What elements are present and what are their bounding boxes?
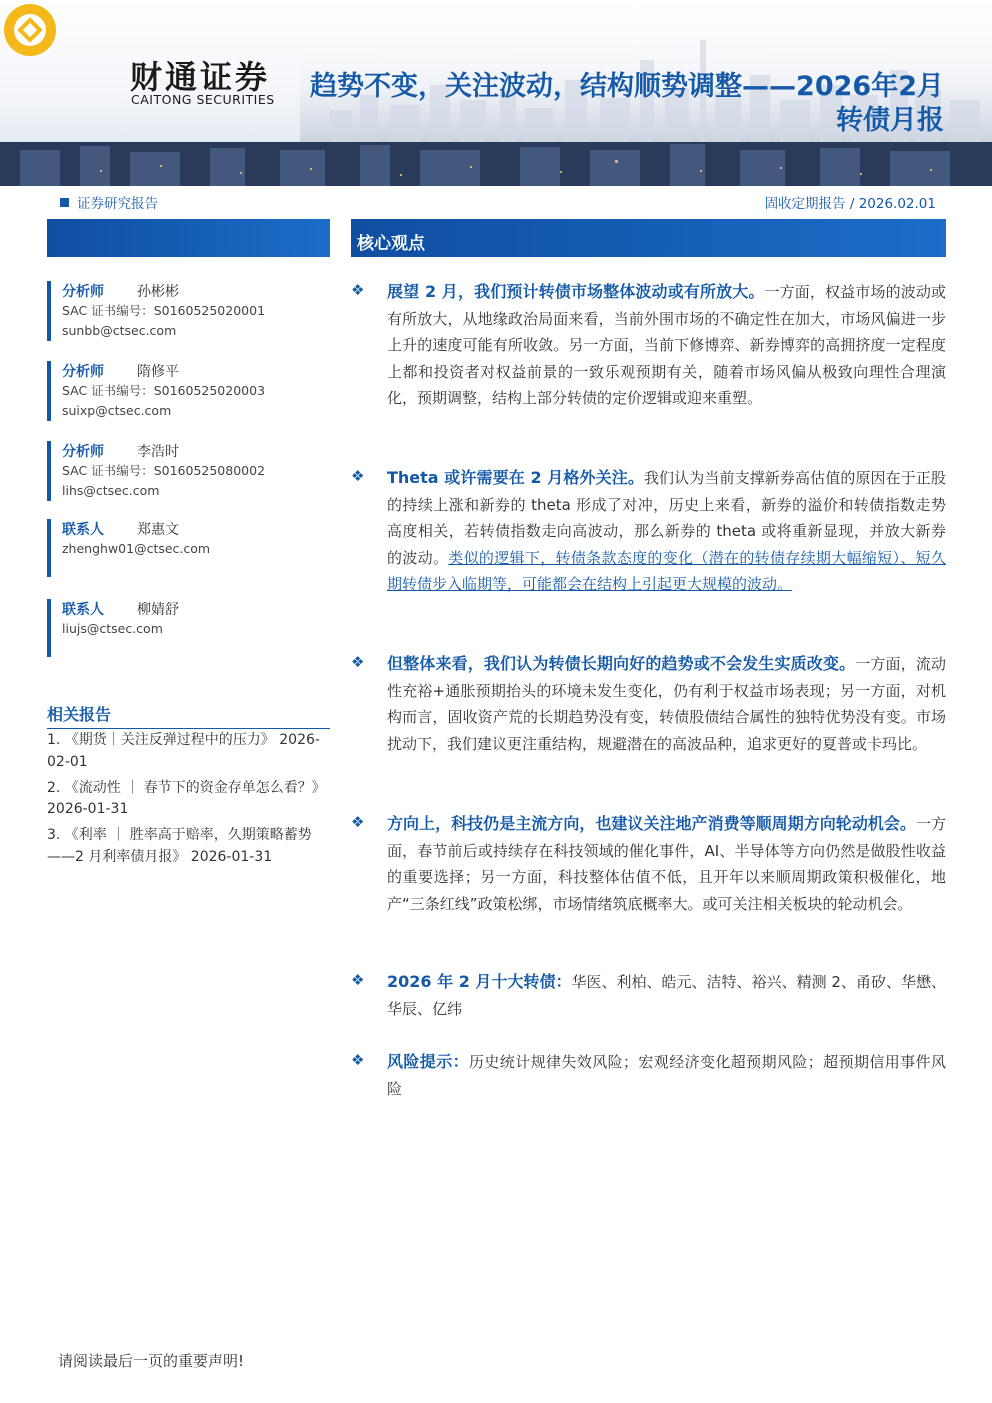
core-view-body: 历史统计规律失效风险；宏观经济变化超预期风险；超预期信用事件风险 (387, 1053, 946, 1098)
analyst-name: 李浩时 (137, 444, 179, 460)
report-type-date: 固收定期报告 / 2026.02.01 (764, 196, 936, 212)
analyst-email[interactable]: sunbb@ctsec.com (62, 323, 177, 338)
brand-name-en: CAITONG SECURITIES (131, 92, 275, 107)
core-view-body: 一方面，流动性充裕+通胀预期抬头的环境未发生变化，仍有利于权益市场表现；另一方面，对机构而言，固收资产荒的长期趋势没有变，转债股债结合属性的独特优势没有变。市场扰动下，我们建议更注重结构，规避潜在的高波品种，追求更好的夏普或卡玛比。 (387, 655, 946, 753)
core-view-lead: 但整体来看，我们认为转债长期向好的趋势或不会发生实质改变。 (387, 654, 856, 673)
disclaimer-footer: 请阅读最后一页的重要声明! (58, 1352, 245, 1370)
core-view-item (351, 651, 946, 757)
core-view-item (351, 969, 946, 1022)
brand-name-cn: 财通证券 (130, 58, 271, 96)
header-banner (0, 0, 992, 186)
report-category (60, 192, 158, 212)
contact-name: 郑惠文 (137, 522, 179, 538)
related-reports-heading: 相关报告 (47, 702, 330, 729)
caitong-logo-icon (0, 0, 60, 60)
analyst-cert: SAC 证书编号：S0160525080002 (62, 463, 266, 478)
contact-name: 柳婧舒 (137, 602, 179, 618)
analyst-role: 分析师 (62, 364, 104, 380)
related-report-item[interactable]: 3. 《利率 ｜ 胜率高于赔率，久期策略蓄势——2 月利率债月报》 2026-01-31 (47, 827, 312, 865)
core-view-item (351, 465, 946, 598)
square-icon (60, 198, 69, 207)
core-view-body: 华医、利柏、皓元、洁特、裕兴、精测 2、甬矽、华懋、华辰、亿纬 (387, 973, 946, 1018)
report-category-label: 证券研究报告 (77, 196, 158, 212)
contact-role: 联系人 (62, 522, 104, 538)
diamond-bullet-icon: ❖ (351, 467, 365, 485)
core-view-item (351, 279, 946, 412)
analyst-role: 分析师 (62, 284, 104, 300)
diamond-bullet-icon: ❖ (351, 653, 365, 671)
core-view-item (351, 811, 946, 917)
analyst-cert: SAC 证书编号：S0160525020001 (62, 303, 266, 318)
related-report-item[interactable]: 1. 《期货｜关注反弹过程中的压力》 2026-02-01 (47, 732, 320, 770)
core-view-lead: Theta 或许需要在 2 月格外关注。 (387, 468, 644, 487)
analyst-card (47, 361, 342, 421)
analyst-role: 分析师 (62, 444, 104, 460)
core-view-item (351, 1049, 946, 1102)
contact-role: 联系人 (62, 602, 104, 618)
left-section-bar (47, 219, 330, 257)
core-view-lead: 2026 年 2 月十大转债： (387, 972, 572, 991)
diamond-bullet-icon: ❖ (351, 813, 365, 831)
analyst-name: 隋修平 (137, 364, 179, 380)
contact-email[interactable]: zhenghw01@ctsec.com (62, 541, 211, 556)
analyst-cert: SAC 证书编号：S0160525020003 (62, 383, 266, 398)
contact-card (47, 599, 342, 657)
core-view-body: 一方面，春节前后或持续存在科技领域的催化事件，AI、半导体等方向仍然是做股性收益的重要选择；另一方面，科技整体估值不低，且开年以来顺周期政策积极催化，地产“三条红线”政策松绑，市场情绪筑底概率大。或可关注相关板块的轮动机会。 (387, 815, 946, 913)
core-view-underlined: 类似的逻辑下，转债条款态度的变化（潜在的转债存续期大幅缩短）、短久期转债步入临期等，可能都会在结构上引起更大规模的波动。 (387, 548, 946, 593)
core-view-lead: 风险提示： (387, 1052, 469, 1071)
diamond-bullet-icon: ❖ (351, 1051, 365, 1069)
related-report-item[interactable]: 2. 《流动性 ｜ 春节下的资金存单怎么看？》 2026-01-31 (47, 779, 326, 817)
section-heading: 核心观点 (357, 234, 425, 254)
core-view-lead: 方向上，科技仍是主流方向，也建议关注地产消费等顺周期方向轮动机会。 (387, 814, 916, 833)
analyst-email[interactable]: suixp@ctsec.com (62, 403, 172, 418)
related-reports-list (47, 730, 337, 873)
contact-card (47, 519, 342, 577)
core-views-bar (351, 219, 946, 257)
report-title: 趋势不变，关注波动，结构顺势调整——2026年2月转债月报 (310, 71, 944, 136)
diamond-bullet-icon: ❖ (351, 281, 365, 299)
analyst-name: 孙彬彬 (137, 284, 179, 300)
analyst-email[interactable]: lihs@ctsec.com (62, 483, 160, 498)
core-view-body: 一方面，权益市场的波动或有所放大，从地缘政治局面来看，当前外围市场的不确定性在加大，市场风偏进一步上升的速度可能有所收敛。另一方面，当前下修博弈、新券博弈的高拥挤度一定程度上都和投资者对权益前景的一致乐观预期有关，随着市场风偏从极致向理性合理演化，预期调整，结构上部分转债的定价逻辑或迎来重塑。 (387, 283, 946, 407)
core-view-body: 我们认为当前支撑新券高估值的原因在于正股的持续上涨和新券的 theta 形成了对冲，历史上来看，新券的溢价和转债指数走势高度相关，若转债指数走向高波动，那么新券的 theta 或将重新显现，并放大新券的波动。 (387, 469, 946, 567)
analyst-card (47, 441, 342, 501)
core-view-lead: 展望 2 月，我们预计转债市场整体波动或有所放大。 (387, 282, 765, 301)
contact-email[interactable]: liujs@ctsec.com (62, 621, 163, 636)
analyst-card (47, 281, 342, 341)
diamond-bullet-icon: ❖ (351, 971, 365, 989)
